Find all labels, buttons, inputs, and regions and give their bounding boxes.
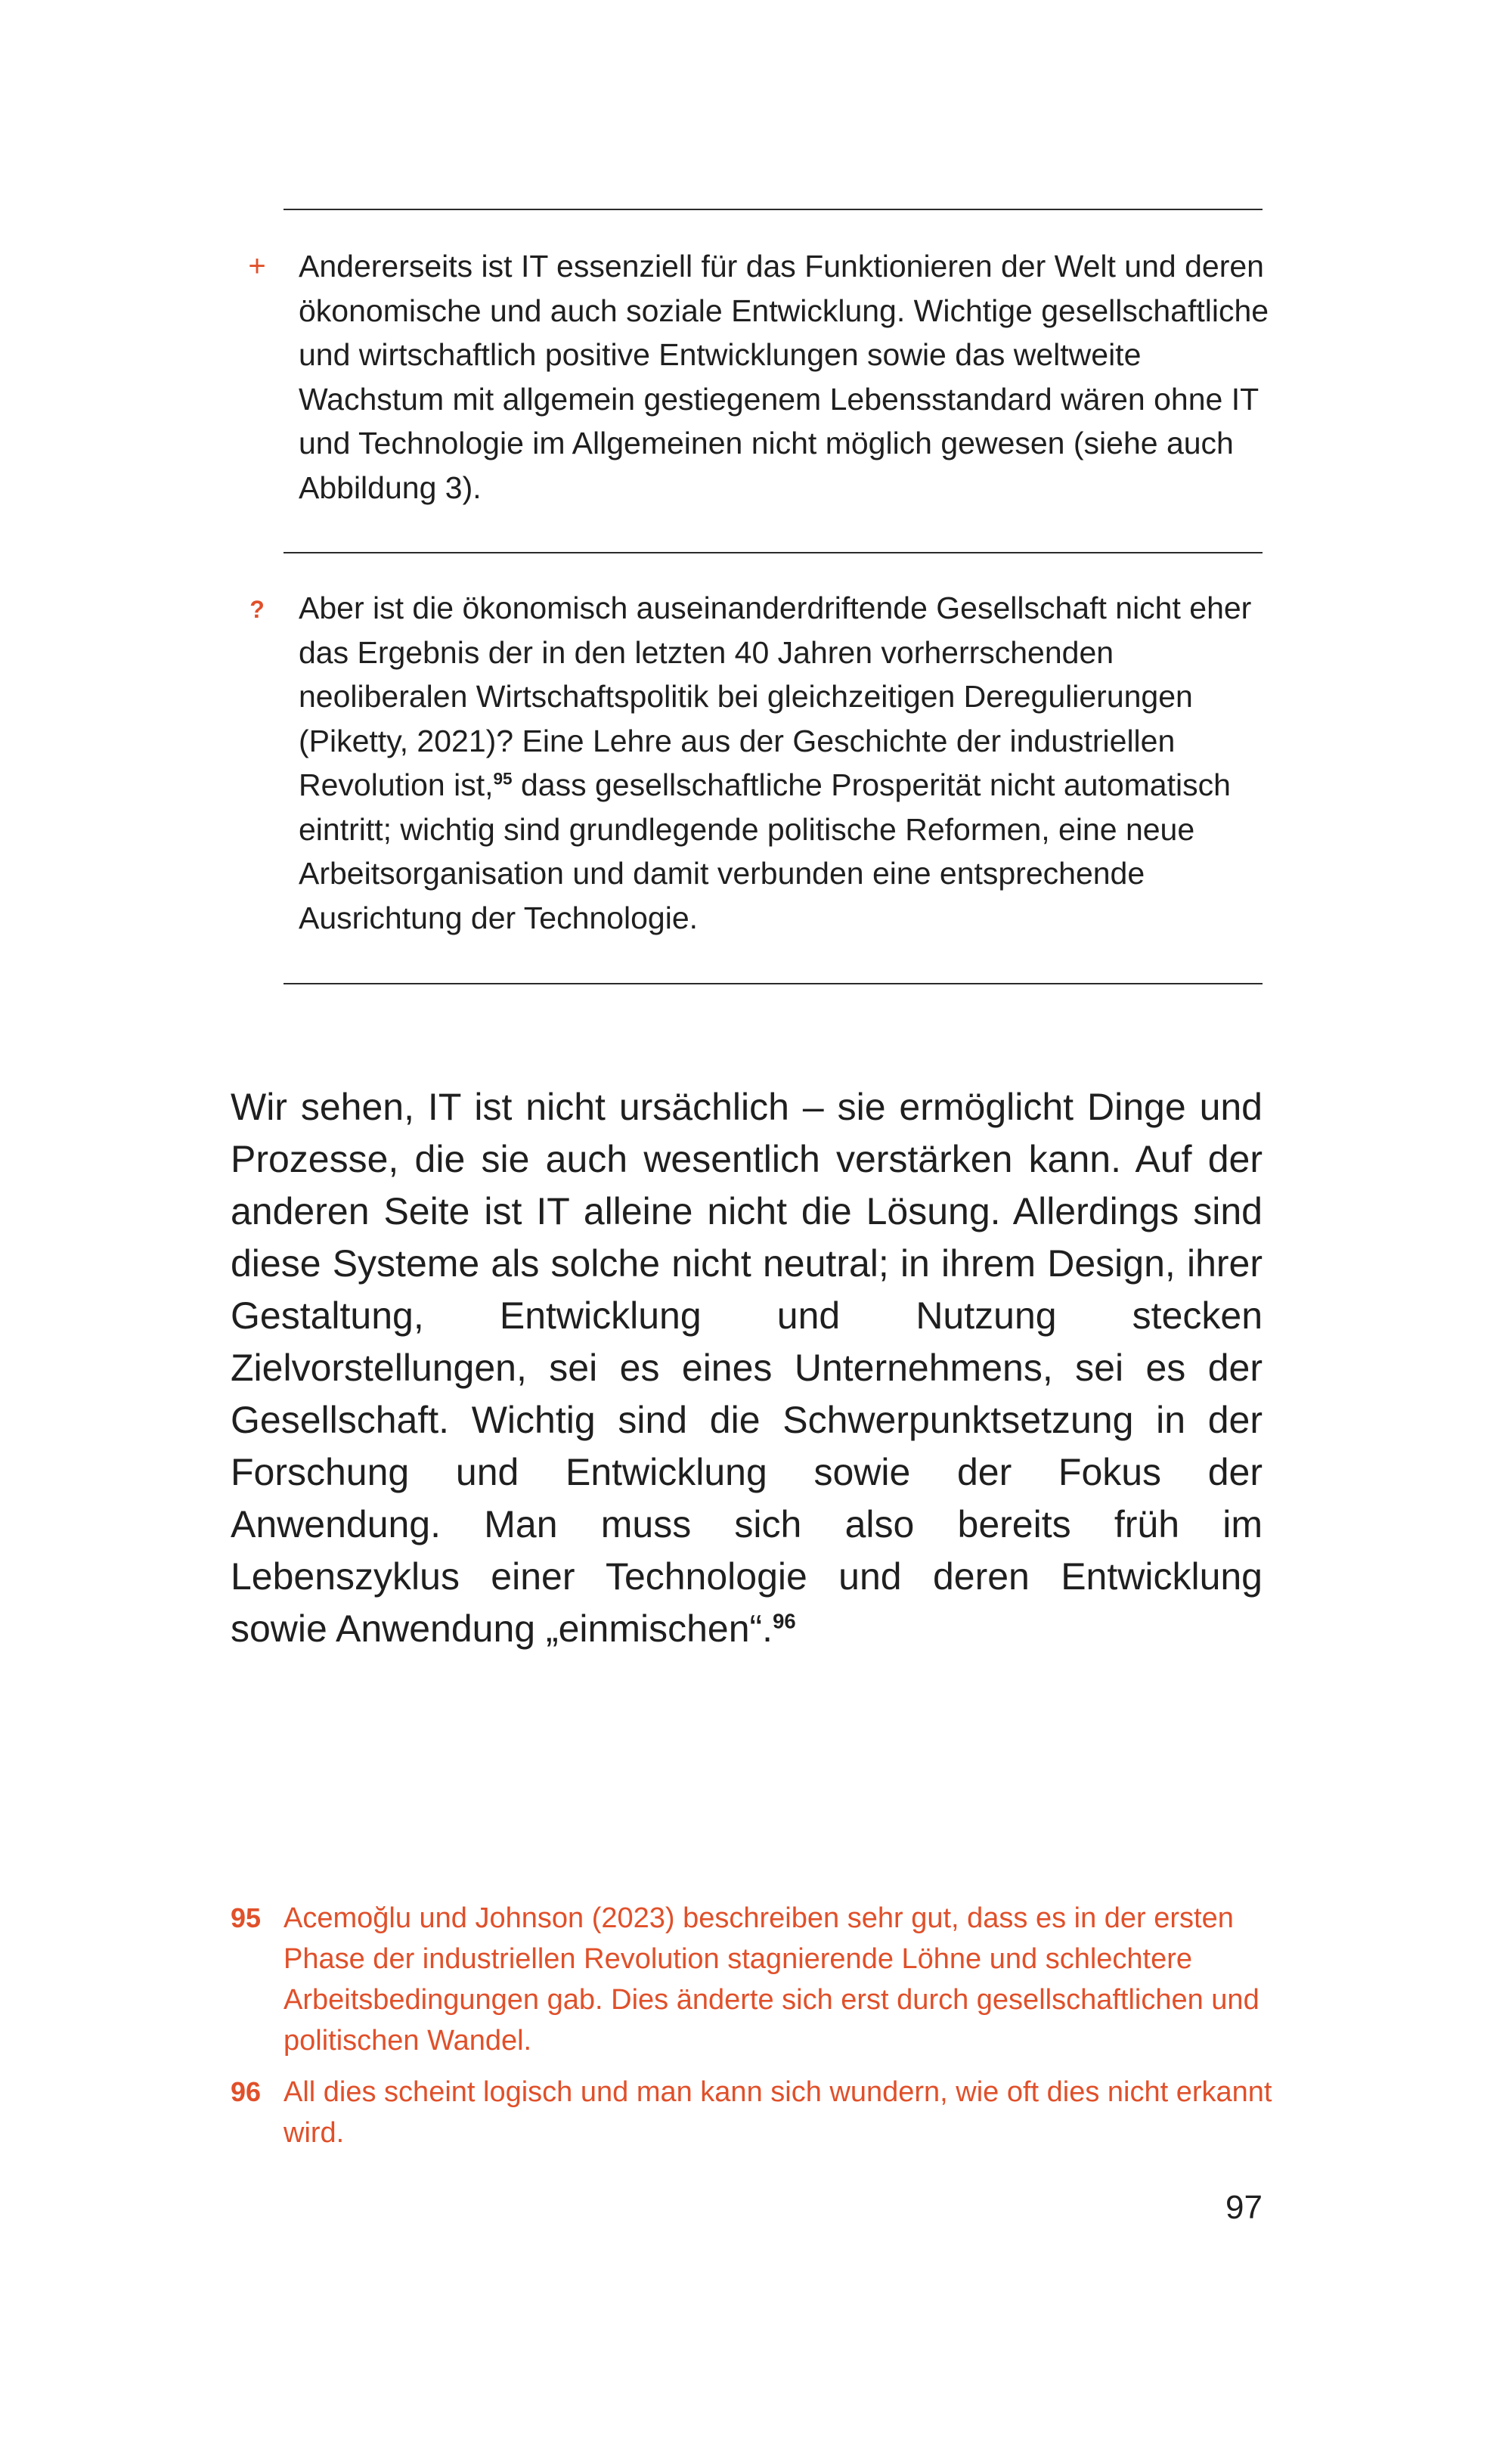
page-number: 97 bbox=[1225, 2189, 1263, 2226]
argument-question-text bbox=[299, 586, 1274, 940]
question-text-part2: dass gesellschaftliche Prosperität nicht automatisch eintritt; wichtig sind grundlegende politische Reformen, eine neue Arbeitsorganisation und damit verbunden eine entsprechende Ausrichtung der Technologie. bbox=[299, 767, 1231, 935]
question-marker-icon: ? bbox=[249, 596, 265, 623]
argument-plus-text: Andererseits ist IT essenziell für das Funktionieren der Welt und deren ökonomische und auch soziale Entwicklung. Wichtige gesellschaftliche und wirtschaftlich positive Entwicklungen sowie das weltweite Wachstum mit allgemein gestiegenem Lebensstandard wären ohne IT und Technologie im Allgemeinen nicht möglich gewesen (siehe auch Abbildung 3). bbox=[299, 249, 1269, 505]
footnote-ref-95[interactable]: 95 bbox=[493, 769, 513, 789]
main-paragraph bbox=[231, 1081, 1263, 1655]
footnote-text: Acemoğlu und Johnson (2023) beschreiben sehr gut, dass es in der ersten Phase der industriellen Revolution stagnierende Löhne und schlechtere Arbeitsbedingungen gab. Dies änderte sich erst durch gesellschaftlichen und politischen Wandel. bbox=[284, 1902, 1259, 2057]
footnote-number: 95 bbox=[231, 1902, 262, 1933]
top-rule bbox=[284, 209, 1263, 210]
plus-marker-icon: + bbox=[248, 250, 266, 283]
middle-rule bbox=[284, 552, 1263, 553]
question-text-part1: Aber ist die ökonomisch auseinanderdriftende Gesellschaft nicht eher das Ergebnis der in den letzten 40 Jahren vorherrschenden neoliberalen Wirtschaftspolitik bei gleichzeitigen Deregulierungen (Piketty, 2021)? Eine Lehre aus der Geschichte der industriellen Revolution ist, bbox=[299, 591, 1252, 802]
footnote-number: 96 bbox=[231, 2076, 262, 2107]
footnote-ref-96[interactable]: 96 bbox=[773, 1609, 796, 1633]
footnote-text: All dies scheint logisch und man kann sich wundern, wie oft dies nicht erkannt wird. bbox=[284, 2076, 1272, 2149]
main-paragraph-text: Wir sehen, IT ist nicht ursächlich – sie ermöglicht Dinge und Prozesse, die sie auch wesentlich verstärken kann. Auf der anderen Seite ist IT alleine nicht die Lösung. Allerdings sind diese Systeme als solche nicht neutral; in ihrem Design, ihrer Gestaltung, Entwicklung und Nutzung stecken Zielvorstellungen, sei es eines Unternehmens, sei es der Gesellschaft. Wichtig sind die Schwerpunktsetzung in der Forschung und Entwicklung sowie der Fokus der Anwendung. Man muss sich also bereits früh im Lebenszyklus einer Technologie und deren Entwicklung sowie Anwendung „einmischen“. bbox=[231, 1086, 1263, 1650]
bottom-rule bbox=[284, 983, 1263, 984]
